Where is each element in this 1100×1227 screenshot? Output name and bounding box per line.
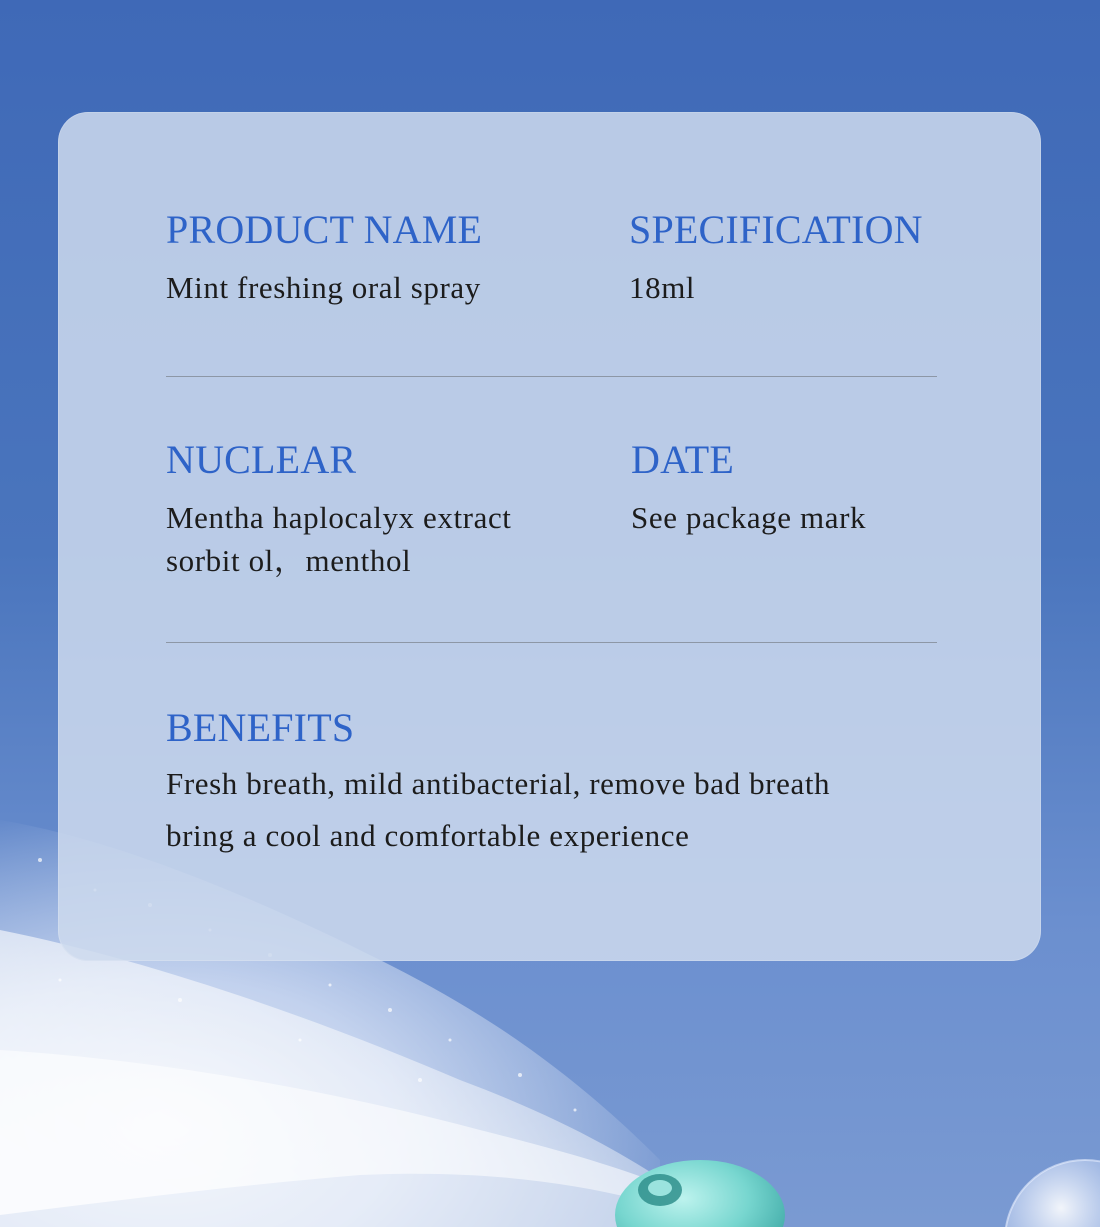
- date-field: [631, 437, 867, 539]
- benefits-value-line1: Fresh breath, mild antibacterial, remove bad breath: [166, 766, 831, 801]
- specification-value: 18ml: [629, 270, 696, 305]
- nuclear-field: [166, 437, 512, 582]
- product-name-value: Mint freshing oral spray: [166, 270, 481, 305]
- specification-field: [629, 207, 923, 309]
- specification-label: SPECIFICATION: [629, 207, 923, 252]
- benefits-field: [166, 705, 831, 862]
- benefits-value-line2: bring a cool and comfortable experience: [166, 818, 690, 853]
- benefits-label: BENEFITS: [166, 705, 355, 750]
- nuclear-value-line2: sorbit ol，menthol: [166, 543, 412, 578]
- nuclear-value-line1: Mentha haplocalyx extract: [166, 500, 512, 535]
- date-value: See package mark: [631, 500, 867, 535]
- product-name-label: PRODUCT NAME: [166, 207, 483, 252]
- date-label: DATE: [631, 437, 735, 482]
- bubble-icon: [1005, 1160, 1100, 1227]
- nuclear-label: NUCLEAR: [166, 437, 357, 482]
- divider-top: [166, 376, 937, 377]
- product-name-field: [166, 207, 483, 309]
- product-info-card: [58, 112, 1041, 961]
- divider-bottom: [166, 642, 937, 643]
